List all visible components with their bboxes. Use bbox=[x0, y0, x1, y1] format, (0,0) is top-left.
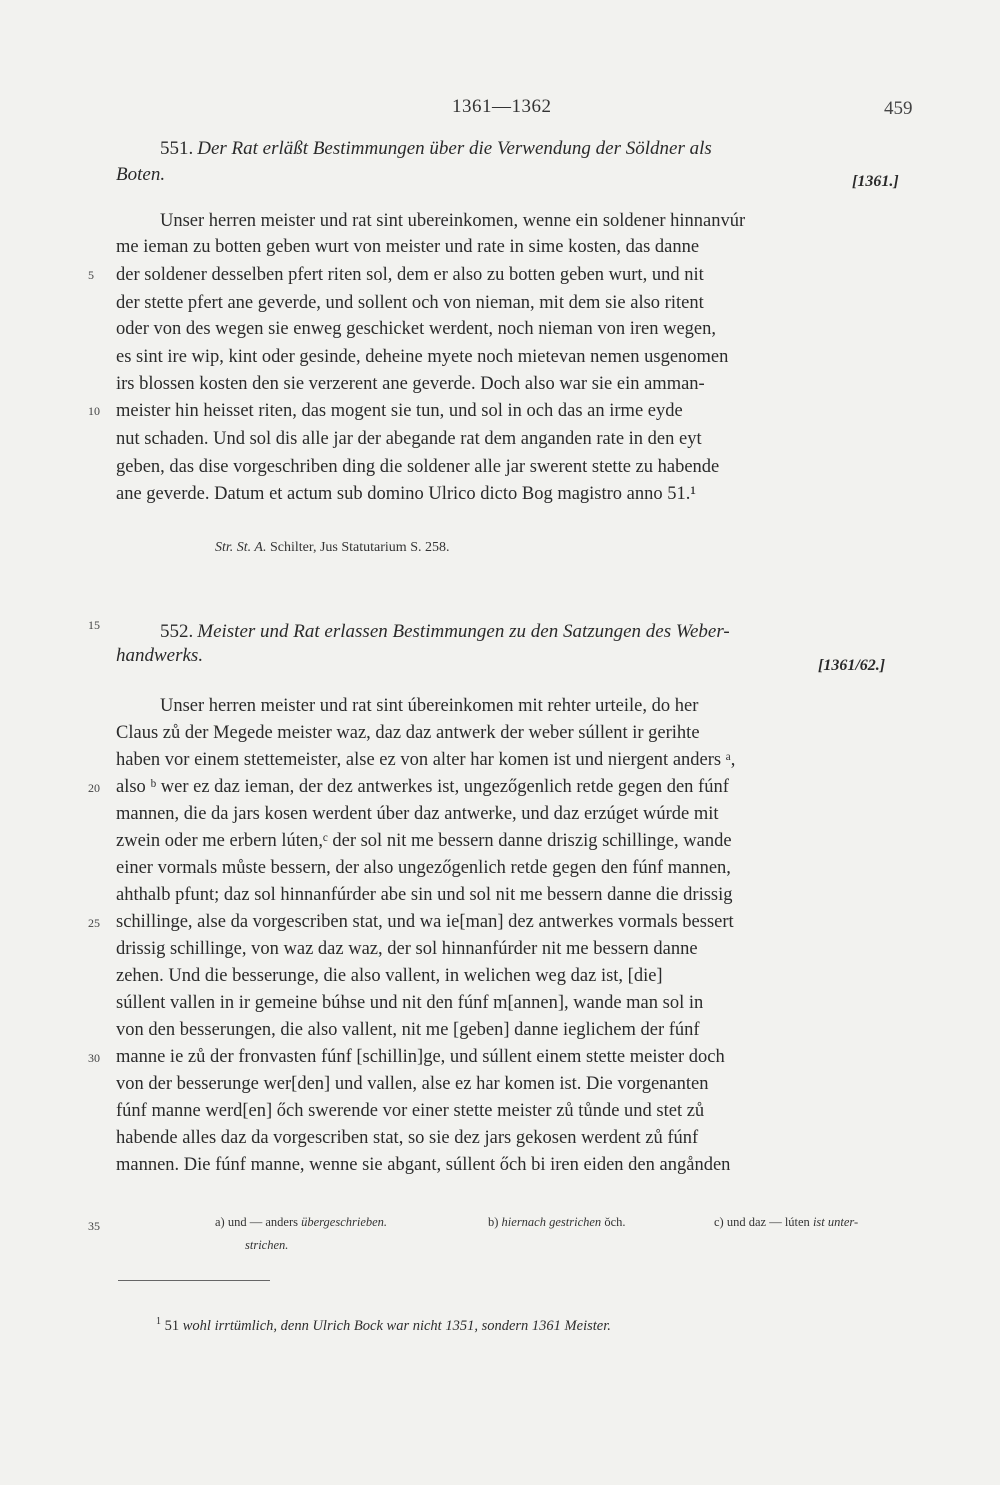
apparatus-note-a-cont bbox=[245, 1238, 288, 1253]
footnote-mark: 1 bbox=[156, 1316, 161, 1327]
doc-552-line: schillinge, alse da vorgescriben stat, und wa ie[man] dez antwerkes vormals bessert bbox=[116, 912, 734, 932]
source-reference: Schilter, Jus Statutarium S. 258. bbox=[269, 540, 450, 555]
doc-551-number: 551. bbox=[160, 138, 194, 159]
note-italic: hiernach gestrichen bbox=[501, 1215, 602, 1229]
doc-551-line: meister hin heisset riten, das mogent sie tun, und sol in och das an irme eyde bbox=[116, 401, 683, 421]
doc-552-line: Unser herren meister und rat sint úbereinkomen mit rehter urteile, do her bbox=[160, 696, 699, 716]
doc-551-title-cont: Boten. bbox=[116, 164, 166, 185]
source-archive: Str. St. A. bbox=[215, 540, 267, 555]
note-text: und — anders bbox=[227, 1215, 298, 1229]
doc-551-line: nut schaden. Und sol dis alle jar der abegande rat dem anganden rate in den eyt bbox=[116, 429, 702, 449]
doc-552-line: von der besserunge wer[den] und vallen, alse ez har komen ist. Die vorgenanten bbox=[116, 1074, 709, 1094]
note-italic: strichen. bbox=[245, 1238, 289, 1252]
doc-552-line: manne ie zů der fronvasten fúnf [schillin]ge, und súllent einem stette meister doch bbox=[116, 1047, 725, 1067]
doc-552-line: einer vormals můste bessern, der also ungezőgenlich retde gegen den fúnf mannen, bbox=[116, 858, 731, 878]
doc-552-number: 552. bbox=[160, 621, 194, 642]
doc-552-line: drissig schillinge, von waz daz waz, der sol hinnanfúrder nit me bessern danne bbox=[116, 939, 698, 959]
footnote-rule bbox=[118, 1280, 270, 1281]
doc-551-line: irs blossen kosten den sie verzerent ane geverde. Doch also war sie ein amman- bbox=[116, 374, 705, 394]
page-number: 459 bbox=[884, 98, 913, 119]
note-text: ǒch. bbox=[604, 1215, 626, 1229]
running-head: 1361—1362 bbox=[452, 96, 552, 117]
doc-551-line: ane geverde. Datum et actum sub domino Ulrico dicto Bog magistro anno 51.¹ bbox=[116, 484, 696, 504]
margin-line-number: 10 bbox=[88, 404, 100, 418]
doc-552-line: also ᵇ wer ez daz ieman, der dez antwerkes ist, ungezőgenlich retde gegen den fúnf bbox=[116, 777, 729, 797]
doc-552-line: mannen. Die fúnf manne, wenne sie abgant, súllent őch bi iren eiden den angånden bbox=[116, 1155, 731, 1175]
doc-552-line: zehen. Und die besserunge, die also vallent, in welichen weg daz ist, [die] bbox=[116, 966, 663, 986]
note-mark: b) bbox=[488, 1215, 499, 1229]
apparatus-note-a bbox=[215, 1215, 387, 1230]
doc-551-heading bbox=[160, 138, 712, 160]
doc-551-line: der stette pfert ane geverde, und sollent och von nieman, mit dem sie also ritent bbox=[116, 293, 704, 313]
margin-line-number: 30 bbox=[88, 1051, 100, 1065]
doc-551-line: der soldener desselben pfert riten sol, dem er also zu botten geben wurt, und nit bbox=[116, 265, 704, 285]
doc-551-line: es sint ire wip, kint oder gesinde, deheine myete noch mietevan nemen usgenomen bbox=[116, 347, 729, 367]
apparatus-note-b bbox=[488, 1215, 626, 1230]
doc-552-line: súllent vallen in ir gemeine búhse und nit den fúnf m[annen], wande man sol in bbox=[116, 993, 704, 1013]
doc-552-line: mannen, die da jars kosen werdent úber daz antwerke, und daz erzúget wúrde mit bbox=[116, 804, 719, 824]
doc-551-source bbox=[215, 540, 449, 556]
doc-552-line: fúnf manne werd[en] őch swerende vor einer stette meister zů tůnde und stet zů bbox=[116, 1101, 705, 1121]
margin-line-number: 15 bbox=[88, 618, 100, 632]
doc-552-title-cont: handwerks. bbox=[116, 645, 204, 666]
doc-552-line: ahthalb pfunt; daz sol hinnanfúrder abe sin und sol nit me bessern danne die drissig bbox=[116, 885, 733, 905]
doc-552-line: Claus zů der Megede meister waz, daz daz antwerk der weber súllent ir gerihte bbox=[116, 723, 700, 743]
note-mark: c) bbox=[714, 1215, 724, 1229]
doc-551-line: Unser herren meister und rat sint ubereinkomen, wenne ein soldener hinnanvúr bbox=[160, 211, 746, 231]
doc-551-title: Der Rat erläßt Bestimmungen über die Verwendung der Söldner als bbox=[197, 138, 712, 159]
note-italic: übergeschrieben. bbox=[301, 1215, 388, 1229]
doc-552-line: haben vor einem stettemeister, alse ez von alter har komen ist und niergent anders ᵃ, bbox=[116, 750, 736, 770]
doc-552-line: von den besserungen, die also vallent, nit me [geben] danne ieglichem der fúnf bbox=[116, 1020, 700, 1040]
doc-552-line: habende alles daz da vorgescriben stat, so sie dez jars gekosen werdent zů fúnf bbox=[116, 1128, 699, 1148]
doc-552-heading bbox=[160, 621, 730, 643]
doc-551-line: me ieman zu botten geben wurt von meister und rate in sime kosten, das danne bbox=[116, 237, 700, 257]
doc-552-title: Meister und Rat erlassen Bestimmungen zu den Satzungen des Weber- bbox=[197, 621, 730, 642]
note-mark: a) bbox=[215, 1215, 225, 1229]
footnote-text: wohl irrtümlich, denn Ulrich Bock war nicht 1351, sondern 1361 Meister. bbox=[182, 1317, 611, 1334]
doc-552-line: zwein oder me erbern lúten,ᶜ der sol nit me bessern danne driszig schillinge, wande bbox=[116, 831, 732, 851]
doc-552-date: [1361/62.] bbox=[818, 657, 886, 674]
note-italic: ist unter- bbox=[812, 1215, 859, 1229]
doc-551-line: geben, das dise vorgeschriben ding die soldener alle jar swerent stette zu habende bbox=[116, 457, 720, 477]
footnote bbox=[156, 1316, 611, 1335]
note-text: und daz — lúten bbox=[726, 1215, 810, 1229]
apparatus-note-c bbox=[714, 1215, 858, 1230]
doc-551-line: oder von des wegen sie enweg geschicket werdent, noch nieman von iren wegen, bbox=[116, 319, 717, 339]
margin-line-number: 20 bbox=[88, 781, 100, 795]
margin-line-number: 5 bbox=[88, 268, 94, 282]
footnote-value: 51 bbox=[164, 1317, 180, 1334]
doc-551-date: [1361.] bbox=[852, 173, 899, 190]
margin-line-number: 25 bbox=[88, 916, 100, 930]
margin-line-number: 35 bbox=[88, 1219, 100, 1233]
